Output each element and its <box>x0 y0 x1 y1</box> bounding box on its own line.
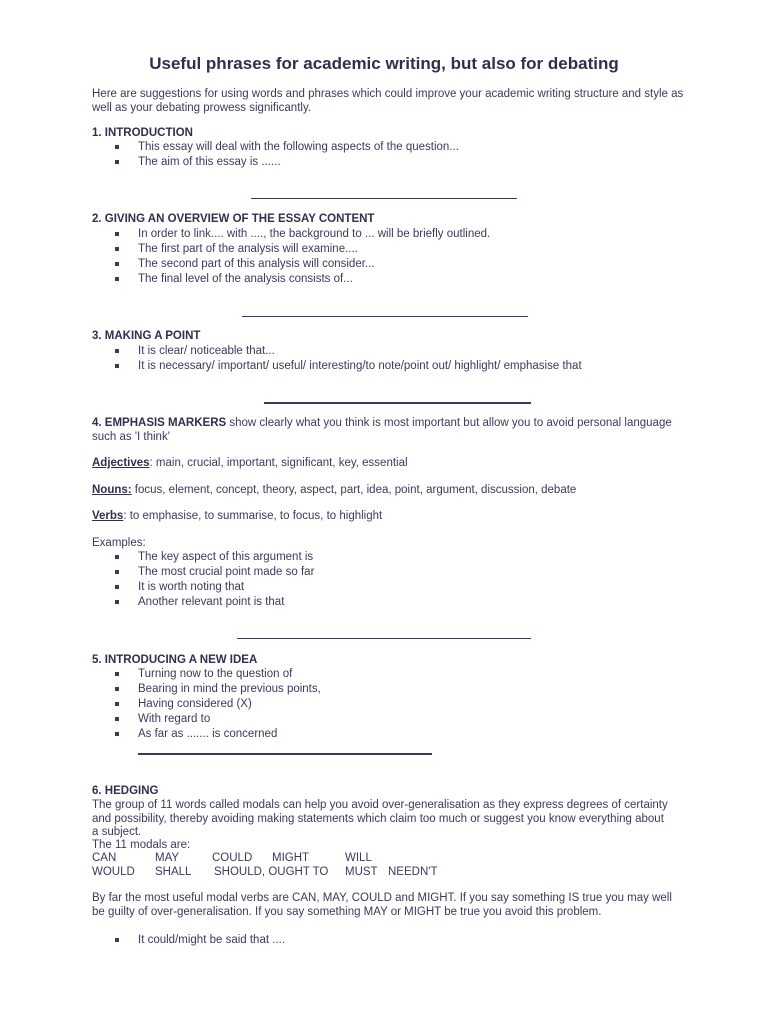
section-1-heading: 1. INTRODUCTION <box>92 127 193 139</box>
section-2-heading: 2. GIVING AN OVERVIEW OF THE ESSAY CONTENT <box>92 213 375 225</box>
divider <box>138 753 432 755</box>
list-item: This essay will deal with the following aspects of the question... <box>115 140 459 155</box>
modal-word: MAY <box>155 852 180 864</box>
adjectives-line <box>92 457 408 471</box>
verbs-line <box>92 510 382 524</box>
page-title: Useful phrases for academic writing, but also for debating <box>149 54 619 73</box>
section-5-list <box>115 667 321 742</box>
list-item: It could/might be said that .... <box>115 933 285 948</box>
list-item: It is worth noting that <box>115 580 314 595</box>
modal-word: MUST <box>345 865 378 878</box>
modals-label: The 11 modals are: <box>92 839 191 851</box>
section-4-intro <box>92 417 672 444</box>
adjectives-text: : main, crucial, important, significant, key, essential <box>149 457 408 469</box>
modal-word: WILL <box>345 852 372 864</box>
list-item: In order to link.... with ...., the background to ... will be briefly outlined. <box>115 227 490 242</box>
list-item: The final level of the analysis consists of... <box>115 272 490 287</box>
modal-word: SHALL <box>155 865 192 878</box>
section-4-heading-rest: show clearly what you think is most important but allow you to avoid personal language such as 'I think' <box>92 417 672 443</box>
list-item: The most crucial point made so far <box>115 565 314 580</box>
adjectives-label: Adjectives <box>92 457 150 469</box>
nouns-line <box>92 484 576 498</box>
modal-word: SHOULD, OUGHT TO <box>214 865 329 878</box>
list-item: Another relevant point is that <box>115 595 314 610</box>
list-item: Bearing in mind the previous points, <box>115 682 321 697</box>
modal-word: CAN <box>92 852 117 864</box>
intro-paragraph: Here are suggestions for using words and phrases which could improve your academic writing structure and style as well as your debating prowess significantly. <box>92 88 684 114</box>
modal-word: NEEDN'T <box>388 865 438 878</box>
nouns-label: Nouns: <box>92 484 132 496</box>
section-6-list <box>115 933 285 948</box>
list-item: The first part of the analysis will examine.... <box>115 242 490 257</box>
verbs-label: Verbs <box>92 510 124 522</box>
list-item: The aim of this essay is ...... <box>115 155 459 170</box>
modal-word: WOULD <box>92 865 135 878</box>
section-1-list <box>115 140 459 170</box>
section-4-heading: 4. EMPHASIS MARKERS <box>92 417 227 429</box>
verbs-text: : to emphasise, to summarise, to focus, to highlight <box>123 510 383 522</box>
hedging-paragraph: The group of 11 words called modals can help you avoid over-generalisation as they express degrees of certainty and possibility, thereby avoiding making statements which claim too much or suggest you know everything about a subject. <box>92 799 668 838</box>
list-item: It is clear/ noticeable that... <box>115 344 582 359</box>
list-item: As far as ....... is concerned <box>115 727 321 742</box>
divider <box>251 198 517 199</box>
section-6-heading: 6. HEDGING <box>92 785 159 797</box>
nouns-text: focus, element, concept, theory, aspect, part, idea, point, argument, discussion, debate <box>131 484 577 496</box>
list-item: Turning now to the question of <box>115 667 321 682</box>
section-3-heading: 3. MAKING A POINT <box>92 330 201 342</box>
modal-word: MIGHT <box>272 852 310 864</box>
divider <box>264 402 531 404</box>
list-item: With regard to <box>115 712 321 727</box>
section-5-heading: 5. INTRODUCING A NEW IDEA <box>92 654 258 666</box>
section-3-list <box>115 344 582 374</box>
list-item: The second part of this analysis will consider... <box>115 257 490 272</box>
section-4-list <box>115 550 314 610</box>
list-item: Having considered (X) <box>115 697 321 712</box>
section-2-list <box>115 227 490 287</box>
list-item: It is necessary/ important/ useful/ interesting/to note/point out/ highlight/ emphasise that <box>115 359 582 374</box>
modal-verbs-paragraph: By far the most useful modal verbs are CAN, MAY, COULD and MIGHT. If you say something IS true you may well be guilty of over-generalisation. If you say something MAY or MIGHT be true you avoid this problem. <box>92 892 672 918</box>
modals-table <box>92 852 492 880</box>
list-item: The key aspect of this argument is <box>115 550 314 565</box>
modal-word: COULD <box>212 852 253 864</box>
divider <box>242 316 528 317</box>
examples-label: Examples: <box>92 537 146 549</box>
divider <box>237 638 531 639</box>
